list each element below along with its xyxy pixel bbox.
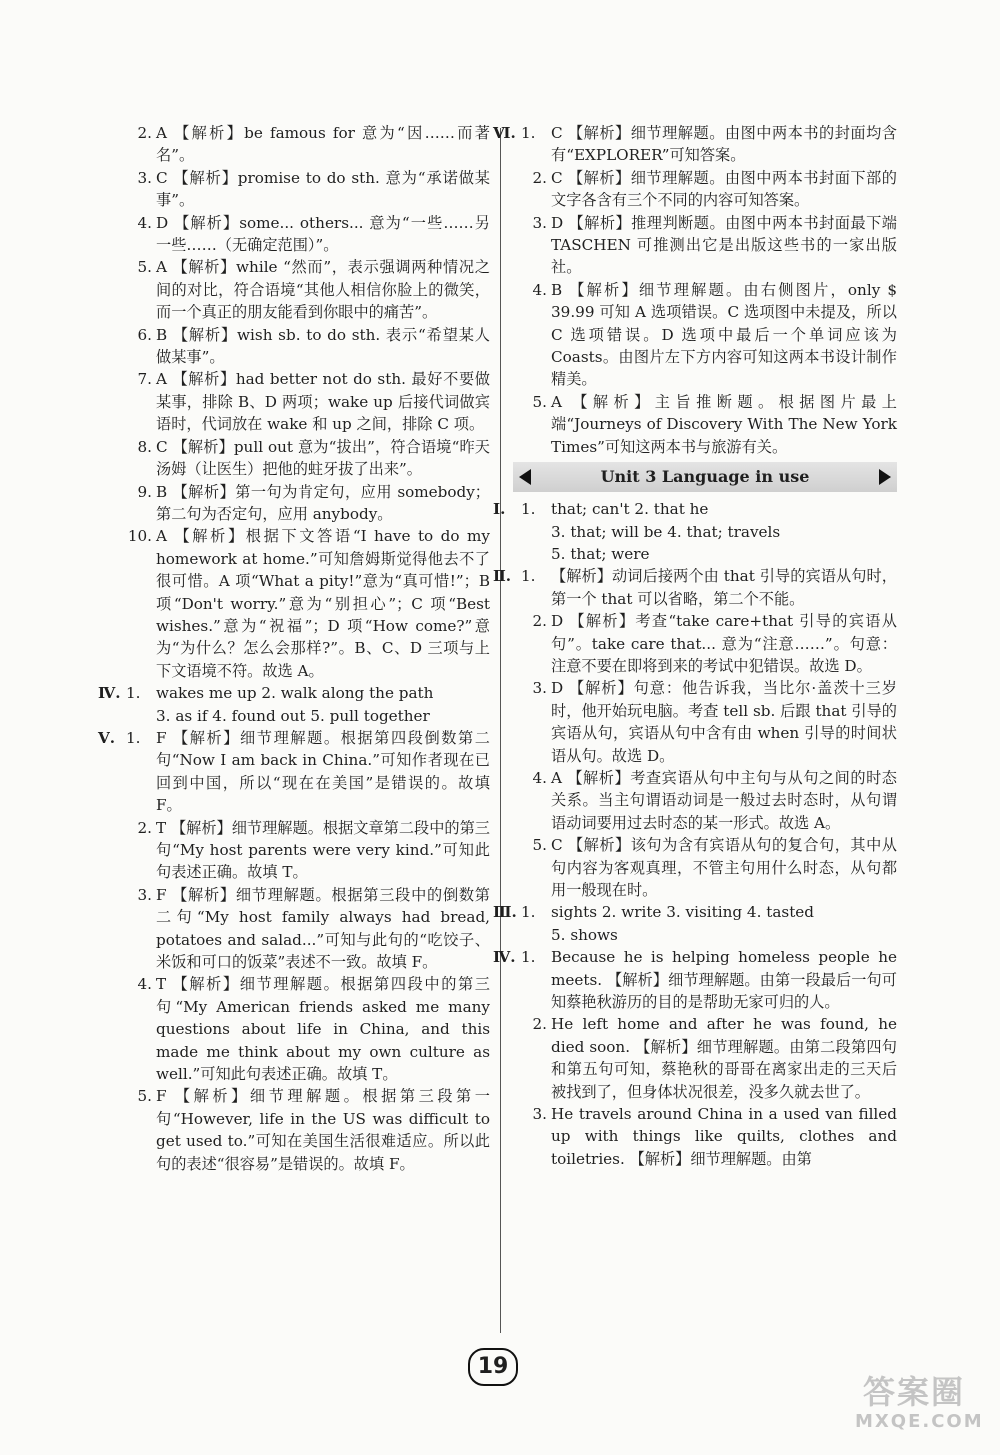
answer-text: F 【解析】细节理解题。根据第三段第一句“However, life in the US was difficult to get used to.”可知在美国生活很难适应。所以此句的表述“很容易”是错误的。故填 F。 [156, 1087, 490, 1173]
answer-item [118, 1085, 490, 1175]
answer-item [513, 610, 897, 677]
triangle-left-icon [519, 469, 531, 485]
item-number: 2. [137, 818, 152, 837]
item-number: 5. [137, 1087, 152, 1106]
item-number: 4. [532, 768, 547, 787]
answer-text: F 【解析】细节理解题。根据第四段倒数第二句“Now I am back in China.”可知作者现在已回到中国，所以“现在在美国”是错误的。故填 F。 [156, 728, 490, 815]
answer-item [513, 834, 897, 901]
answer-item [513, 767, 897, 834]
answer-item [513, 279, 897, 391]
answer-text: T 【解析】细节理解题。根据文章第二段中的第三句“My host parents were very kind.”可知此句表述正确。故填 T。 [156, 818, 490, 882]
answer-text: 【解析】动词后接两个由 that 引导的宾语从句时，第一个 that 可以省略，第二个不能。 [551, 567, 897, 608]
item-number: 3. [532, 213, 547, 232]
item-number: 2. [532, 612, 547, 631]
item-number: 9. [137, 482, 152, 501]
answer-text: He left home and after he was found, he died soon. 【解析】细节理解题。由第二段第四句和第五句可知，蔡艳秋的哥哥在离家出走的三天后被找到了，但身体状况很差，没多久就去世了。 [551, 1015, 897, 1101]
item-number: 3. [532, 1105, 547, 1124]
answer-item [118, 705, 490, 727]
item-number: 1. [521, 567, 536, 586]
watermark-sub: MXQE.COM [855, 1411, 984, 1432]
answer-text: sights 2. write 3. visiting 4. tasted [551, 903, 815, 922]
answer-text: B 【解析】wish sb. to do sth. 表示“希望某人做某事”。 [156, 325, 490, 367]
left-column [98, 122, 490, 1175]
item-number: 4. [137, 975, 152, 994]
right-top-section [493, 122, 897, 458]
answer-text: A 【解析】while “然而”，表示强调两种情况之间的对比，符合语境“其他人相信你脸上的微笑，而一个真正的朋友能看到你眼中的痛苦”。 [156, 258, 490, 322]
answer-item [118, 525, 490, 682]
section-label: Ⅵ. [493, 124, 516, 142]
item-number: 2. [137, 124, 152, 142]
item-number: 3. [137, 885, 152, 904]
item-number: 7. [137, 370, 152, 389]
item-number: 2. [532, 168, 547, 187]
answer-text: A 【解析】had better not do sth. 最好不要做某事，排除 B、D 两项；wake up 后接代词做宾语时，代词放在 wake 和 up 之间，排除 C 项。 [156, 370, 490, 434]
answer-text: wakes me up 2. walk along the path [156, 684, 434, 703]
answer-text: that; can't 2. that he [551, 500, 709, 519]
answer-item [493, 122, 897, 167]
answer-item [513, 391, 897, 458]
answer-item [513, 1103, 897, 1170]
section-label: Ⅳ. [98, 684, 121, 703]
answer-text: 3. that; will be 4. that; travels [551, 522, 781, 541]
answer-text: D 【解析】推理判断题。由图中两本书封面最下端 TASCHEN 可推测出它是出版这些书的一家出版社。 [551, 213, 897, 277]
item-number: 8. [137, 437, 152, 456]
item-number: 1. [521, 903, 536, 922]
answer-item [513, 167, 897, 212]
answer-item [118, 167, 490, 212]
right-column [493, 122, 897, 1170]
answer-text: F 【解析】细节理解题。根据第三段中的倒数第二句“My host family always had bread, potatoes and salad...”可知与此句的“吃饺子、米饭和可口的饭菜”表述不一致。故填 F。 [156, 885, 490, 972]
item-number: 4. [532, 280, 547, 299]
answer-item [513, 543, 897, 565]
answer-item [118, 122, 490, 167]
answer-text: D 【解析】some... others... 意为“一些……另一些……（无确定范围）”。 [156, 213, 490, 255]
answer-item [493, 946, 897, 1013]
answer-text: Because he is helping homeless people he meets. 【解析】细节理解题。由第一段最后一句可知蔡艳秋游历的目的是帮助无家可归的人。 [551, 948, 897, 1012]
answer-item [513, 212, 897, 279]
item-number: 1. [521, 124, 536, 142]
section-label: Ⅰ. [493, 500, 506, 519]
section-label: Ⅲ. [493, 903, 517, 922]
answer-text: T 【解析】细节理解题。根据第四段中的第三句“My American friends asked me many questions about life in China, and this made me think about my own culture as well.”可知此句表述正确。故填 T。 [156, 975, 490, 1084]
item-number: 1. [521, 500, 536, 519]
answer-text: A 【解析】考查宾语从句中主句与从句之间的时态关系。当主句谓语动词是一般过去时态时，从句谓语动词要用过去时态的某一形式。故选 A。 [551, 768, 897, 832]
answer-text: C 【解析】pull out 意为“拔出”，符合语境“昨天汤姆（让医生）把他的蛀牙拔了出来”。 [156, 437, 490, 479]
item-number: 2. [532, 1015, 547, 1034]
answer-item [118, 368, 490, 435]
section-label: Ⅱ. [493, 567, 512, 586]
answer-item [513, 521, 897, 543]
answer-item [493, 901, 897, 923]
answer-text: A 【解析】be famous for 意为“因……而著名”。 [156, 124, 490, 165]
answer-item [513, 1013, 897, 1103]
answer-item [493, 498, 897, 520]
item-number: 10. [127, 527, 152, 546]
column-divider [500, 128, 501, 1333]
answer-text: C 【解析】细节理解题。由图中两本书封面下部的文字各含有三个不同的内容可知答案。 [551, 168, 897, 210]
section-label: Ⅳ. [493, 948, 516, 967]
answer-item [513, 924, 897, 946]
unit-banner [513, 462, 897, 492]
answer-item [493, 565, 897, 610]
answer-text: C 【解析】promise to do sth. 意为“承诺做某事”。 [156, 168, 490, 210]
answer-text: C 【解析】细节理解题。由图中两本书的封面均含有“EXPLORER”可知答案。 [551, 124, 897, 165]
answer-text: B 【解析】细节理解题。由右侧图片，only $ 39.99 可知 A 选项错误。C 选项图中未提及，所以 C 选项错误。D 选项中最后一个单词应该为 Coasts。由图片左下方内容可知这两本书设计制作精美。 [551, 280, 897, 389]
answer-text: D 【解析】考查“take care+that 引导的宾语从句”。take care that... 意为“注意……”。句意：注意不要在即将到来的考试中犯错误。故选 D。 [551, 612, 897, 675]
answer-item [118, 256, 490, 323]
item-number: 4. [137, 213, 152, 232]
answer-item [118, 212, 490, 257]
item-number: 1. [521, 948, 536, 967]
section-label: Ⅴ. [98, 728, 116, 747]
answer-text: 3. as if 4. found out 5. pull together [156, 706, 430, 725]
answer-text: D 【解析】句意：他告诉我，当比尔·盖茨十三岁时，他开始玩电脑。考查 tell sb. 后跟 that 引导的宾语从句，宾语从句中含有由 when 引导的时间状语从句。故选 D。 [551, 679, 897, 765]
right-bottom-section [493, 498, 897, 1170]
item-number: 1. [126, 684, 141, 703]
answer-text: 5. shows [551, 925, 618, 944]
item-number: 5. [532, 836, 547, 855]
item-number: 3. [532, 679, 547, 698]
answer-text: B 【解析】第一句为肯定句，应用 somebody；第二句为否定句，应用 anybody。 [156, 482, 490, 523]
answer-text: A 【解析】根据下文答语“I have to do my homework at home.”可知詹姆斯觉得他去不了很可惜。A 项“What a pity!”意为“真可惜!”；B 项“Don't worry.”意为“别担心”；C 项“Best wishes.”意为“祝福”；D 项“How come?”意为“为什么？怎么会那样?”。B、C、D 三项与上下文语境不符。故选 A。 [156, 527, 490, 680]
answer-text: A 【解析】主旨推断题。根据图片最上端“Journeys of Discovery With The New York Times”可知这两本书与旅游有关。 [551, 392, 897, 456]
item-number: 6. [137, 325, 152, 344]
item-number: 5. [532, 392, 547, 411]
answer-text: 5. that; were [551, 544, 650, 563]
answer-text: He travels around China in a used van filled up with things like quilts, clothes and toiletries. 【解析】细节理解题。由第 [551, 1105, 897, 1168]
item-number: 5. [137, 258, 152, 277]
answer-item [118, 481, 490, 526]
answer-item [98, 727, 490, 817]
answer-item [513, 677, 897, 767]
answer-item [118, 973, 490, 1085]
answer-item [118, 436, 490, 481]
triangle-right-icon [879, 469, 891, 485]
item-number: 3. [137, 168, 152, 187]
answer-item [98, 682, 490, 704]
watermark-logo [855, 1372, 984, 1438]
answer-item [118, 324, 490, 369]
page-number: 19 [468, 1348, 518, 1386]
answer-item [118, 884, 490, 974]
item-number: 1. [126, 728, 141, 747]
answer-text: C 【解析】该句为含有宾语从句的复合句，其中从句内容为客观真理，不管主句用什么时态，从句都用一般现在时。 [551, 836, 897, 899]
unit-title: Unit 3 Language in use [600, 466, 810, 486]
watermark-main: 答案圈 [862, 1373, 965, 1411]
answer-item [118, 817, 490, 884]
